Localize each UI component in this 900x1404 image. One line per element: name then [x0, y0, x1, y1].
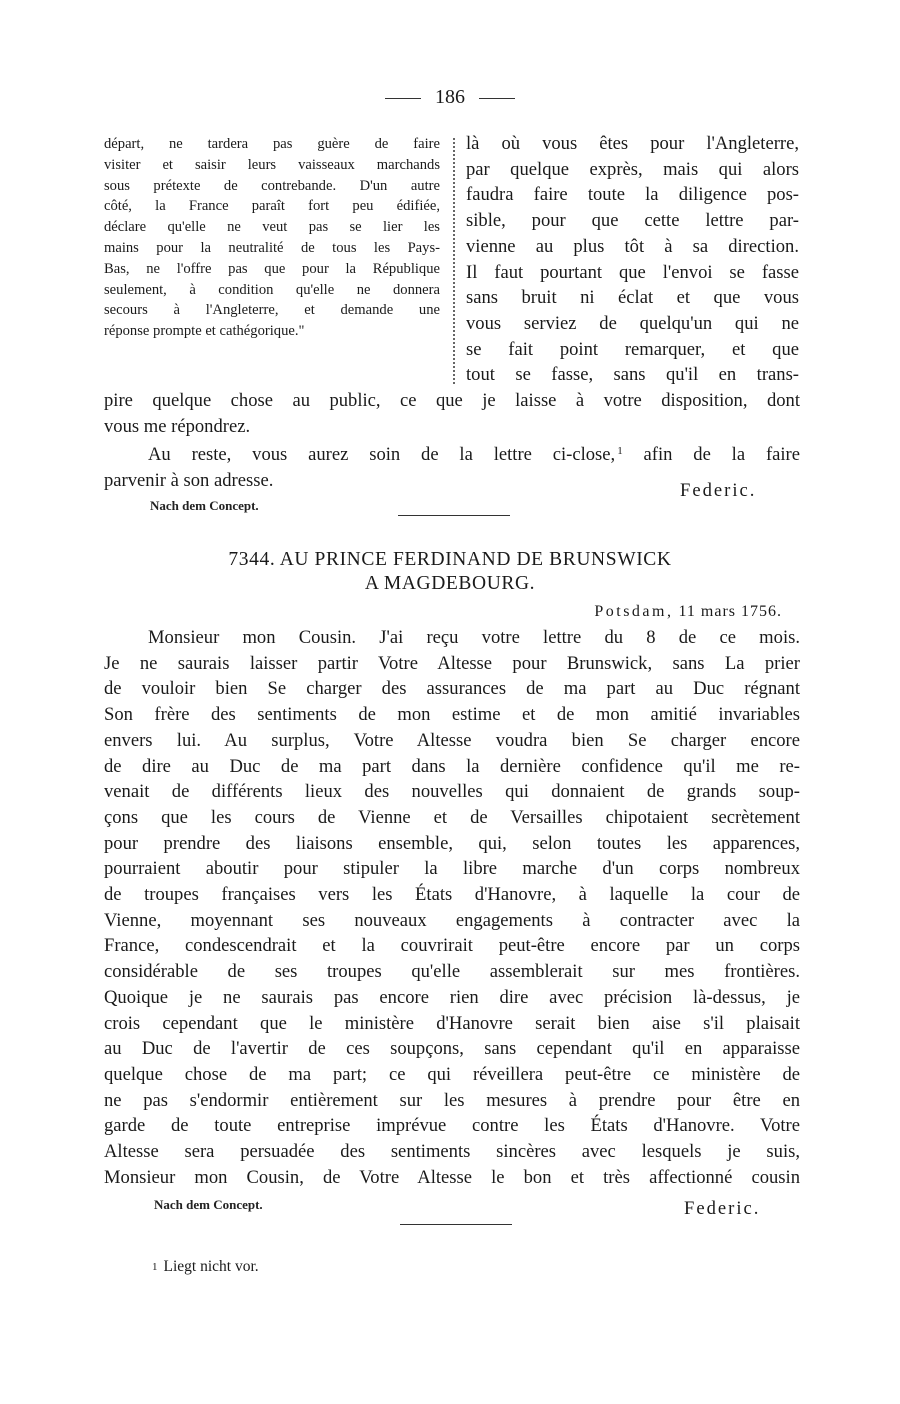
body-line: venait de différents lieux des nouvelles qui donnaient de grands soup-	[104, 781, 800, 803]
note-line: seulement, à condition qu'elle ne donnera	[104, 281, 440, 298]
main-line: vous serviez de quelqu'un qui ne	[466, 312, 799, 334]
body-line: pour prendre des liaisons ensemble, qui, selon toutes les apparences,	[104, 832, 800, 854]
letter2-source: Nach dem Concept.	[154, 1197, 263, 1212]
letter-title	[0, 548, 900, 596]
closing-text-end: afin de la faire	[622, 444, 800, 466]
letter1-signature: Federic.	[680, 480, 757, 501]
page-header	[0, 86, 900, 109]
body-line: crois cependant que le ministère d'Hanovre serait bien aise s'il plaisait	[104, 1012, 800, 1034]
main-line: tout se fasse, sans qu'il en trans-	[466, 364, 799, 386]
header-rule-left	[385, 98, 421, 99]
letter-title-line1: 7344. AU PRINCE FERDINAND DE BRUNSWICK	[228, 549, 672, 570]
dateline-place: Potsdam,	[594, 603, 674, 620]
footnote-number: 1	[152, 1261, 158, 1273]
main-line: là où vous êtes pour l'Angleterre,	[466, 133, 799, 154]
dateline	[594, 603, 782, 621]
separator-rule	[398, 515, 510, 516]
note-line: réponse prompte et cathégorique."	[104, 323, 305, 340]
main-line: se fait point remarquer, et que	[466, 338, 799, 360]
letter2-signature: Federic.	[684, 1198, 761, 1219]
note-line: côté, la France paraît fort peu édifiée,	[104, 198, 440, 215]
column-divider	[453, 138, 455, 384]
body-line: de dire au Duc de ma part dans la dernière confidence qu'il me re-	[104, 755, 800, 777]
letter1-source: Nach dem Concept.	[150, 498, 259, 513]
body-line: Son frère des sentiments de mon estime et de mon amitié invariables	[104, 704, 800, 726]
closing-text: Au reste, vous aurez soin de la lettre ci-close,	[148, 444, 616, 466]
main-line: vienne au plus tôt à sa direction.	[466, 235, 799, 257]
body-line: çons que les cours de Vienne et de Versailles chipotaient secrètement	[104, 806, 800, 828]
body-line: vous me répondrez.	[104, 415, 251, 437]
main-line: Il faut pourtant que l'envoi se fasse	[466, 261, 799, 283]
body-line: quelque chose de ma part; ce qui réveillera peut-être ce ministère de	[104, 1063, 800, 1085]
note-line: secours à l'Angleterre, et demande une	[104, 302, 440, 319]
body-line: garde de toute entreprise imprévue contre les États d'Hanovre. Votre	[104, 1115, 800, 1137]
footnote-text: Liegt nicht vor.	[163, 1258, 259, 1275]
body-line: Quoique je ne saurais pas encore rien dire avec précision là-dessus, je	[104, 986, 800, 1008]
letter1-continuation	[104, 388, 800, 494]
closing-line: parvenir à son adresse.	[104, 470, 274, 492]
body-line: France, condescendrait et la couvrirait peut-être encore par un corps	[104, 935, 800, 957]
body-line: Altesse sera persuadée des sentiments sincères avec lesquels je suis,	[104, 1141, 800, 1163]
body-line: considérable de ses troupes qu'elle assemblerait sur mes frontières.	[104, 961, 800, 983]
body-line: Je ne saurais laisser partir Votre Altesse pour Brunswick, sans La prier	[104, 652, 800, 674]
body-line: au Duc de l'avertir de ces soupçons, sans cependant qu'il en apparaisse	[104, 1038, 800, 1060]
main-line: sible, pour que cette lettre par-	[466, 210, 799, 232]
body-line: pourraient aboutir pour stipuler la libre marche d'un corps nombreux	[104, 858, 800, 880]
main-line: faudra faire toute la diligence pos-	[466, 184, 799, 206]
body-line: envers lui. Au surplus, Votre Altesse voudra bien Se charger encore	[104, 729, 800, 751]
letter2-body	[104, 625, 800, 1190]
dateline-date: 11 mars 1756.	[678, 603, 782, 620]
main-line: par quelque exprès, mais qui alors	[466, 158, 799, 180]
letter-title-line2: A MAGDEBOURG.	[364, 573, 536, 594]
footnote	[152, 1258, 259, 1276]
note-line: départ, ne tardera pas guère de faire	[104, 136, 440, 152]
closing-line	[104, 439, 800, 468]
footnote-mark: 1	[617, 445, 623, 458]
note-line: visiter et saisir leurs vaisseaux marchands	[104, 156, 440, 173]
body-line: Vienne, moyennant ses nouveaux engagements à contracter avec la	[104, 909, 800, 931]
body-line: Monsieur mon Cousin. J'ai reçu votre lettre du 8 de ce mois.	[148, 627, 800, 648]
note-line: déclare qu'elle ne veut pas se lier les	[104, 219, 440, 236]
note-line: sous prétexte de contrebande. D'un autre	[104, 177, 440, 194]
separator-rule	[400, 1224, 512, 1225]
body-line: de troupes françaises vers les États d'Hanovre, à laquelle la cour de	[104, 884, 800, 906]
body-line: ne pas s'endormir entièrement sur les mesures à prendre pour être en	[104, 1089, 800, 1111]
page-number: 186	[435, 86, 465, 108]
note-line: mains pour la neutralité de tous les Pays-	[104, 239, 440, 256]
body-line: pire quelque chose au public, ce que je laisse à votre disposition, dont	[104, 390, 800, 411]
main-line: sans bruit ni éclat et que vous	[466, 287, 799, 309]
main-column	[466, 131, 799, 388]
note-column	[104, 134, 440, 342]
note-line: Bas, ne l'offre pas que pour la République	[104, 260, 440, 277]
body-line: Monsieur mon Cousin, de Votre Altesse le bon et très affectionné cousin	[104, 1166, 800, 1188]
body-line: de vouloir bien Se charger des assurances de ma part au Duc régnant	[104, 678, 800, 700]
header-rule-right	[479, 98, 515, 99]
